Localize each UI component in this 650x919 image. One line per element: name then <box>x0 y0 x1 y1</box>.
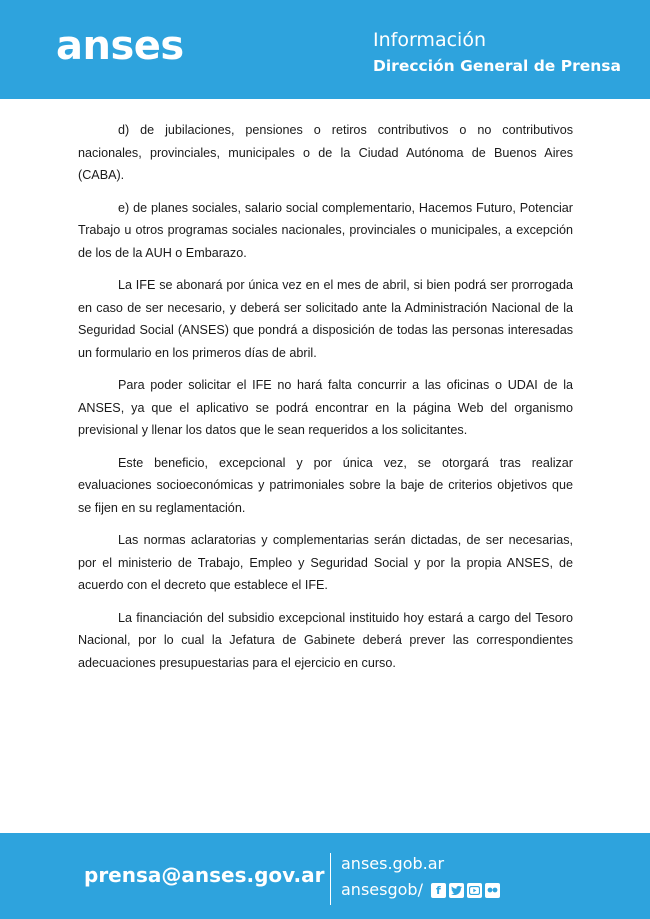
header-bar <box>0 0 650 99</box>
header-title: Información <box>373 29 486 51</box>
paragraph: La financiación del subsidio excepcional instituido hoy estará a cargo del Tesoro Nacional, por lo cual la Jefatura de Gabinete deberá prever las correspondientes adecuaciones presupuestarias para el ejercicio en curso. <box>78 610 573 670</box>
twitter-icon[interactable] <box>449 883 464 898</box>
paragraph: Para poder solicitar el IFE no hará falta concurrir a las oficinas o UDAI de la ANSES, ya que el aplicativo se podrá encontrar en la página Web del organismo previsional y llenar los datos que le sean requeridos a los solicitantes. <box>78 378 573 437</box>
header-subtitle: Dirección General de Prensa <box>373 57 621 75</box>
press-release-body <box>78 119 573 684</box>
social-row <box>341 879 500 901</box>
anses-logo: anses <box>56 23 184 69</box>
paragraph: La IFE se abonará por única vez en el mes de abril, si bien podrá ser prorrogada en caso de ser necesario, y deberá ser solicitado ante la Administración Nacional de la Seguridad Social (ANSES) que pondrá a disposición de todas las personas interesadas un formulario en los primeros días de abril. <box>78 278 573 360</box>
footer-divider <box>330 853 331 905</box>
social-icons <box>431 883 500 898</box>
flickr-icon[interactable] <box>485 883 500 898</box>
facebook-icon[interactable]: f <box>431 883 446 898</box>
paragraph: e) de planes sociales, salario social complementario, Hacemos Futuro, Potenciar Trabajo u otros programas sociales nacionales, provinciales o municipales, a excepción de los de la AUH o Embarazo. <box>78 200 573 260</box>
paragraph: Las normas aclaratorias y complementarias serán dictadas, de ser necesarias, por el ministerio de Trabajo, Empleo y Seguridad Social y por la propia ANSES, de acuerdo con el decreto que establece el IFE. <box>78 533 573 592</box>
website-link[interactable]: anses.gob.ar <box>341 854 445 873</box>
footer-bar <box>0 833 650 919</box>
social-handle: ansesgob/ <box>341 880 423 899</box>
press-email-link[interactable]: prensa@anses.gov.ar <box>84 863 325 887</box>
youtube-icon[interactable] <box>467 883 482 898</box>
paragraph: d) de jubilaciones, pensiones o retiros contributivos o no contributivos nacionales, provinciales, municipales o de la Ciudad Autónoma de Buenos Aires (CABA). <box>78 123 573 182</box>
paragraph: Este beneficio, excepcional y por única vez, se otorgará tras realizar evaluaciones socioeconómicas y patrimoniales sobre la baje de criterios objetivos que se fijen en su reglamentación. <box>78 455 573 515</box>
